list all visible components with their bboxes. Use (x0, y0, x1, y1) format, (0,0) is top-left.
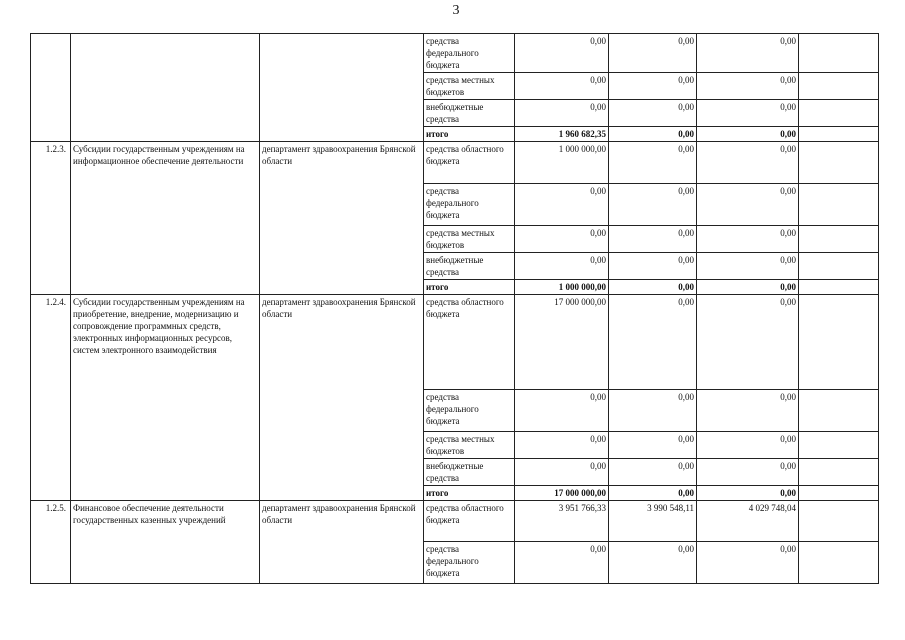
value-year-3: 0,00 (697, 295, 799, 390)
value-year-1: 17 000 000,00 (515, 295, 609, 390)
total-year-2: 0,00 (609, 127, 697, 142)
value-year-3: 0,00 (697, 253, 799, 280)
value-year-3: 0,00 (697, 100, 799, 127)
total-label: итого (424, 280, 515, 295)
value-year-2: 0,00 (609, 142, 697, 184)
table-row (31, 501, 879, 542)
funding-source: внебюджетные средства (424, 100, 515, 127)
funding-source: средства местных бюджетов (424, 73, 515, 100)
executor: департамент здравоохранения Брянской области (260, 501, 424, 584)
value-year-1: 3 951 766,33 (515, 501, 609, 542)
total-year-1: 1 000 000,00 (515, 280, 609, 295)
funding-source: средства федерального бюджета (424, 184, 515, 226)
value-year-3: 0,00 (697, 432, 799, 459)
item-name: Субсидии государственным учреждениям на информационное обеспечение деятельности (71, 142, 260, 295)
table-row (31, 142, 879, 184)
empty-cell (799, 432, 879, 459)
empty-cell (799, 390, 879, 432)
value-year-3: 0,00 (697, 542, 799, 584)
item-number: 1.2.5. (31, 501, 71, 584)
budget-table (30, 33, 879, 584)
total-label: итого (424, 486, 515, 501)
value-year-2: 0,00 (609, 73, 697, 100)
executor: департамент здравоохранения Брянской области (260, 295, 424, 501)
value-year-2: 0,00 (609, 226, 697, 253)
executor-cell (260, 34, 424, 142)
funding-source: средства федерального бюджета (424, 542, 515, 584)
value-year-3: 0,00 (697, 142, 799, 184)
empty-cell (799, 501, 879, 542)
value-year-1: 0,00 (515, 34, 609, 73)
funding-source: средства федерального бюджета (424, 390, 515, 432)
value-year-2: 0,00 (609, 295, 697, 390)
value-year-2: 0,00 (609, 432, 697, 459)
value-year-2: 0,00 (609, 459, 697, 486)
page-number: 3 (452, 3, 460, 18)
executor: департамент здравоохранения Брянской области (260, 142, 424, 295)
empty-cell (799, 184, 879, 226)
value-year-2: 0,00 (609, 34, 697, 73)
empty-cell (799, 542, 879, 584)
value-year-3: 0,00 (697, 73, 799, 100)
empty-cell (799, 459, 879, 486)
value-year-1: 0,00 (515, 226, 609, 253)
empty-cell (799, 127, 879, 142)
value-year-3: 0,00 (697, 226, 799, 253)
empty-cell (799, 280, 879, 295)
item-name: Субсидии государственным учреждениям на приобретение, внедрение, модернизацию и сопровождение программных средств, электронных информационных ресурсов, систем электронного взаимодействия (71, 295, 260, 501)
item-name-cell (71, 34, 260, 142)
funding-source: средства местных бюджетов (424, 432, 515, 459)
table-row (31, 34, 879, 73)
funding-source: средства областного бюджета (424, 142, 515, 184)
value-year-3: 0,00 (697, 184, 799, 226)
empty-cell (799, 100, 879, 127)
value-year-1: 0,00 (515, 184, 609, 226)
empty-cell (799, 295, 879, 390)
value-year-3: 0,00 (697, 34, 799, 73)
value-year-1: 0,00 (515, 73, 609, 100)
value-year-2: 0,00 (609, 542, 697, 584)
value-year-2: 0,00 (609, 100, 697, 127)
value-year-2: 0,00 (609, 390, 697, 432)
value-year-1: 0,00 (515, 459, 609, 486)
item-number-cell (31, 34, 71, 142)
value-year-3: 0,00 (697, 459, 799, 486)
total-year-3: 0,00 (697, 280, 799, 295)
value-year-1: 0,00 (515, 390, 609, 432)
value-year-1: 0,00 (515, 432, 609, 459)
value-year-2: 0,00 (609, 253, 697, 280)
table-row (31, 295, 879, 390)
total-year-3: 0,00 (697, 127, 799, 142)
funding-source: средства местных бюджетов (424, 226, 515, 253)
item-name: Финансовое обеспечение деятельности государственных казенных учреждений (71, 501, 260, 584)
value-year-3: 4 029 748,04 (697, 501, 799, 542)
funding-source: внебюджетные средства (424, 253, 515, 280)
value-year-3: 0,00 (697, 390, 799, 432)
empty-cell (799, 253, 879, 280)
funding-source: средства федерального бюджета (424, 34, 515, 73)
empty-cell (799, 226, 879, 253)
empty-cell (799, 142, 879, 184)
value-year-1: 0,00 (515, 100, 609, 127)
value-year-2: 3 990 548,11 (609, 501, 697, 542)
value-year-1: 1 000 000,00 (515, 142, 609, 184)
total-year-2: 0,00 (609, 280, 697, 295)
total-year-2: 0,00 (609, 486, 697, 501)
item-number: 1.2.4. (31, 295, 71, 501)
empty-cell (799, 34, 879, 73)
funding-source: средства областного бюджета (424, 501, 515, 542)
value-year-1: 0,00 (515, 542, 609, 584)
total-year-1: 17 000 000,00 (515, 486, 609, 501)
value-year-1: 0,00 (515, 253, 609, 280)
total-year-1: 1 960 682,35 (515, 127, 609, 142)
empty-cell (799, 73, 879, 100)
item-number: 1.2.3. (31, 142, 71, 295)
funding-source: средства областного бюджета (424, 295, 515, 390)
funding-source: внебюджетные средства (424, 459, 515, 486)
empty-cell (799, 486, 879, 501)
value-year-2: 0,00 (609, 184, 697, 226)
total-year-3: 0,00 (697, 486, 799, 501)
total-label: итого (424, 127, 515, 142)
